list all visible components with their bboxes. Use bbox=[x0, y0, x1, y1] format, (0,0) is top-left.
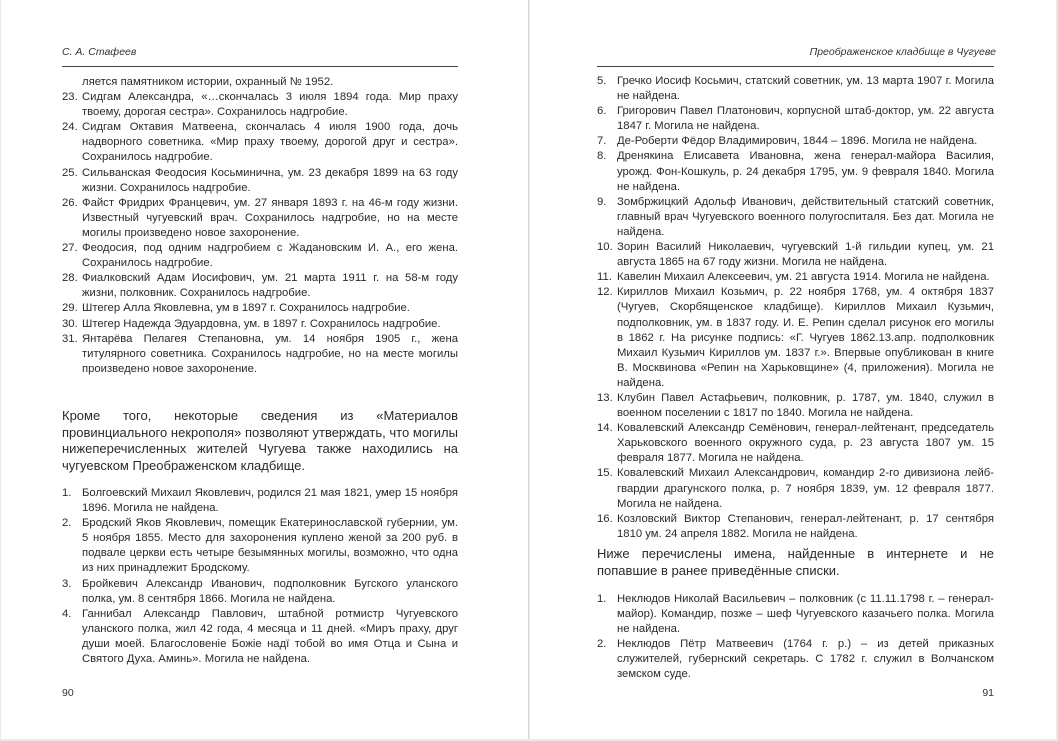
item-text: Сидгам Октавия Матвеена, скончалась 4 июля 1900 года, дочь надворного советника. «Мир праху твоему, дорогой друг и сестра». Сохранилось надгробие. bbox=[82, 121, 458, 164]
item-text: Неклюдов Николай Васильевич – полковник (с 11.11.1798 г. – генерал-майор). Командир, позже – шеф Чугуевского казачьего полка. Могила не найдена. bbox=[617, 593, 994, 636]
item-text: Кавелин Михаил Алексеевич, ум. 21 августа 1914. Могила не найдена. bbox=[617, 271, 990, 284]
entry-list bbox=[597, 74, 994, 542]
item-number: 3. bbox=[62, 577, 72, 590]
list-item bbox=[62, 486, 458, 516]
item-text: Клубин Павел Астафьевич, полковник, р. 1787, ум. 1840, служил в военном поселении с 1817 по 1840. Могила не найдена. bbox=[617, 391, 994, 420]
item-number: 27. bbox=[62, 242, 78, 255]
item-text: Бройкевич Александр Иванович, подполковник Бугского уланского полка, ум. 8 сентября 1866. Могила не найдена. bbox=[82, 577, 458, 605]
list-item bbox=[597, 285, 994, 391]
entry-list bbox=[62, 90, 458, 377]
item-number: 16. bbox=[597, 512, 613, 525]
item-text: Янтарёва Пелагея Степановна, ум. 14 ноября 1905 г., жена титулярного советника. Сохранилось надгробие, но на месте могилы произведено новое захоронение. bbox=[82, 332, 458, 375]
item-text: Козловский Виктор Степанович, генерал-лейтенант, р. 17 сентября 1810 ум. 24 апреля 1882. Могила не найдена. bbox=[617, 512, 994, 540]
item-text: Сидгам Александра, «…скончалась 3 июля 1894 года. Мир праху твоему, дорогая сестра». Сохранилось надгробие. bbox=[82, 91, 458, 119]
item-text: Гречко Иосиф Косьмич, статский советник, ум. 13 марта 1907 г. Могила не найдена. bbox=[617, 75, 994, 103]
right-list-1 bbox=[597, 74, 994, 542]
list-item bbox=[597, 270, 994, 285]
list-item bbox=[62, 241, 458, 271]
item-text: Бродский Яков Яковлевич, помещик Екатеринославской губернии, ум. 5 ноября 1855. Место для захоронения куплено женой за 200 руб. в подвале церкви есть четыре безымянных могилы, возможно, что одна из них принадлежит Бродскому. bbox=[82, 517, 458, 575]
item-number: 12. bbox=[597, 286, 613, 299]
list-item bbox=[597, 391, 994, 421]
list-item bbox=[597, 149, 994, 194]
item-number: 26. bbox=[62, 196, 78, 209]
page-number: 91 bbox=[982, 687, 994, 699]
item-text: Зорин Василий Николаевич, чугуевский 1-й гильдии купец, ум. 21 августа 1865 на 67 году жизни. Могила не найдена. bbox=[617, 241, 994, 269]
item-text: Де-Роберти Фёдор Владимирович, 1844 – 1896. Могила не найдена. bbox=[617, 135, 978, 148]
item-number: 8. bbox=[597, 150, 607, 163]
item-number: 11. bbox=[597, 271, 612, 284]
left-page bbox=[1, 0, 529, 739]
list-item bbox=[62, 120, 458, 165]
list-item bbox=[62, 577, 458, 607]
list-item bbox=[62, 271, 458, 301]
list-item bbox=[597, 592, 994, 637]
intro-paragraph: Кроме того, некоторые сведения из «Материалов провинциального некрополя» позволяют утверждать, что могилы нижеперечисленных жителей Чугуева также находились на чугуевском Преображенском кладбище. bbox=[62, 408, 458, 473]
item-text: Ковалевский Михаил Александрович, командир 2-го дивизиона лейб-гвардии драгунского полка, р. 7 ноября 1839, ум. 12 февраля 1877. Могила не найдена. bbox=[617, 467, 994, 510]
item-number: 24. bbox=[62, 121, 78, 134]
item-number: 28. bbox=[62, 272, 78, 285]
list-item bbox=[597, 512, 994, 542]
list-item bbox=[597, 104, 994, 134]
list-item bbox=[62, 90, 458, 120]
right-list-2 bbox=[597, 592, 994, 683]
list-item bbox=[597, 74, 994, 104]
running-head-title: Преображенское кладбище в Чугуеве bbox=[809, 46, 996, 58]
item-text: Ковалевский Александр Семёнович, генерал-лейтенант, председатель Харьковского военного окружного суда, р. 23 августа 1807 ум. 15 февраля 1877. Могила не найдена. bbox=[617, 422, 994, 465]
item-number: 10. bbox=[597, 241, 613, 254]
item-text: Штегер Алла Яковлевна, ум в 1897 г. Сохранилось надгробие. bbox=[82, 302, 410, 315]
item-number: 1. bbox=[597, 593, 607, 605]
item-number: 2. bbox=[62, 517, 72, 530]
list-item bbox=[62, 607, 458, 667]
list-item bbox=[597, 466, 994, 511]
item-text: Ганнибал Александр Павлович, штабной ротмистр Чугуевского уланского полка, жил 42 года, 4 месяца и 11 дней. «Миръ праху, друг души моей. Благословеніе Божіе надї тобой во имя Отца и Сына и Святого Духа. Аминь». Могила не найдена. bbox=[82, 607, 458, 666]
entry-list bbox=[597, 592, 994, 683]
header-rule bbox=[597, 66, 994, 67]
list-item bbox=[597, 637, 994, 682]
item-text: Болгоевский Михаил Яковлевич, родился 21 мая 1821, умер 15 ноября 1896. Могила не найдена. bbox=[82, 487, 458, 515]
item-text: Дренякина Елисавета Ивановна, жена генерал-майора Василия, урожд. Фон-Кошкуль, р. 24 декабря 1795, ум. 9 февраля 1840. Могила не найдена. bbox=[617, 150, 994, 193]
item-number: 1. bbox=[62, 487, 72, 499]
list-item bbox=[597, 134, 994, 149]
item-text: Зомбржицкий Адольф Иванович, действительный статский советник, главный врач Чугуевского военного полугоспиталя. Без дат. Могила не найдена. bbox=[617, 195, 994, 238]
list-item bbox=[597, 240, 994, 270]
item-number: 13. bbox=[597, 391, 613, 404]
item-text: Кириллов Михаил Козьмич, р. 22 ноября 1768, ум. 4 октября 1837 (Чугуев, Скорбященское кладбище). Кириллов Михаил Кузьмич, подполковник, ум. в 1837 году. И. Е. Репин сделал рисунок его могилы в 1862 г. На рисунке подпись: «Г. Чугуев 1862.13.апр. подполковник Михаил Кузьмич Кириллов ум. 1837 г.». Впервые опубликован в книге В. Москвинова «Репин на Харьковщине» (4, приложения). Могила не найдена. bbox=[617, 286, 994, 389]
page-number: 90 bbox=[62, 687, 74, 699]
list-item bbox=[62, 317, 458, 332]
list-item bbox=[597, 195, 994, 240]
item-number: 31. bbox=[62, 332, 78, 345]
list-item bbox=[62, 301, 458, 316]
item-number: 29. bbox=[62, 302, 78, 315]
internet-paragraph: Ниже перечислены имена, найденные в интернете и не попавшие в ранее приведённые списки. bbox=[597, 546, 994, 578]
list-item bbox=[62, 196, 458, 241]
item-text: Феодосия, под одним надгробием с Жадановским И. А., его жена. Сохранилось надгробие. bbox=[82, 242, 458, 270]
item-number: 5. bbox=[597, 75, 607, 87]
entry-list bbox=[62, 486, 458, 667]
item-text: Фиалковский Адам Иосифович, ум. 21 марта 1911 г. на 58-м году жизни, полковник. Сохранилось надгробие. bbox=[82, 272, 458, 300]
item-number: 6. bbox=[597, 105, 607, 118]
item-number: 4. bbox=[62, 607, 72, 620]
item-text: Неклюдов Пётр Матвеевич (1764 г. р.) – из детей приказных служителей, губернский секретарь. С 1782 г. служил в Волчанском земском суде. bbox=[617, 638, 994, 681]
right-page bbox=[530, 0, 1056, 739]
item-number: 15. bbox=[597, 467, 613, 480]
header-rule bbox=[62, 66, 458, 67]
item-number: 9. bbox=[597, 195, 607, 208]
item-number: 7. bbox=[597, 135, 607, 148]
left-list-2 bbox=[62, 486, 458, 667]
item-number: 23. bbox=[62, 91, 78, 104]
item-text: Файст Фридрих Францевич, ум. 27 января 1893 г. на 46-м году жизни. Известный чугуевский врач. Сохранилось надгробие, но на месте могилы произведено новое захоронение. bbox=[82, 196, 458, 239]
list-item bbox=[62, 166, 458, 196]
list-item bbox=[62, 516, 458, 576]
left-list-continued bbox=[62, 75, 458, 377]
item-number: 14. bbox=[597, 422, 613, 435]
item-number: 2. bbox=[597, 638, 607, 651]
item-text: Штегер Надежда Эдуардовна, ум. в 1897 г. Сохранилось надгробие. bbox=[82, 317, 441, 330]
item-number: 25. bbox=[62, 166, 78, 179]
list-item bbox=[597, 421, 994, 466]
list-item bbox=[62, 332, 458, 377]
item-text: Григорович Павел Платонович, корпусной штаб-доктор, ум. 22 августа 1847 г. Могила не найдена. bbox=[617, 105, 994, 133]
item-number: 30. bbox=[62, 317, 78, 330]
item-text: Сильванская Феодосия Косьминична, ум. 23 декабря 1899 на 63 году жизни. Сохранилось надгробие. bbox=[82, 166, 458, 194]
running-head-author: С. А. Стафеев bbox=[62, 46, 137, 58]
continuation-text: ляется памятником истории, охранный № 1952. bbox=[82, 76, 334, 88]
